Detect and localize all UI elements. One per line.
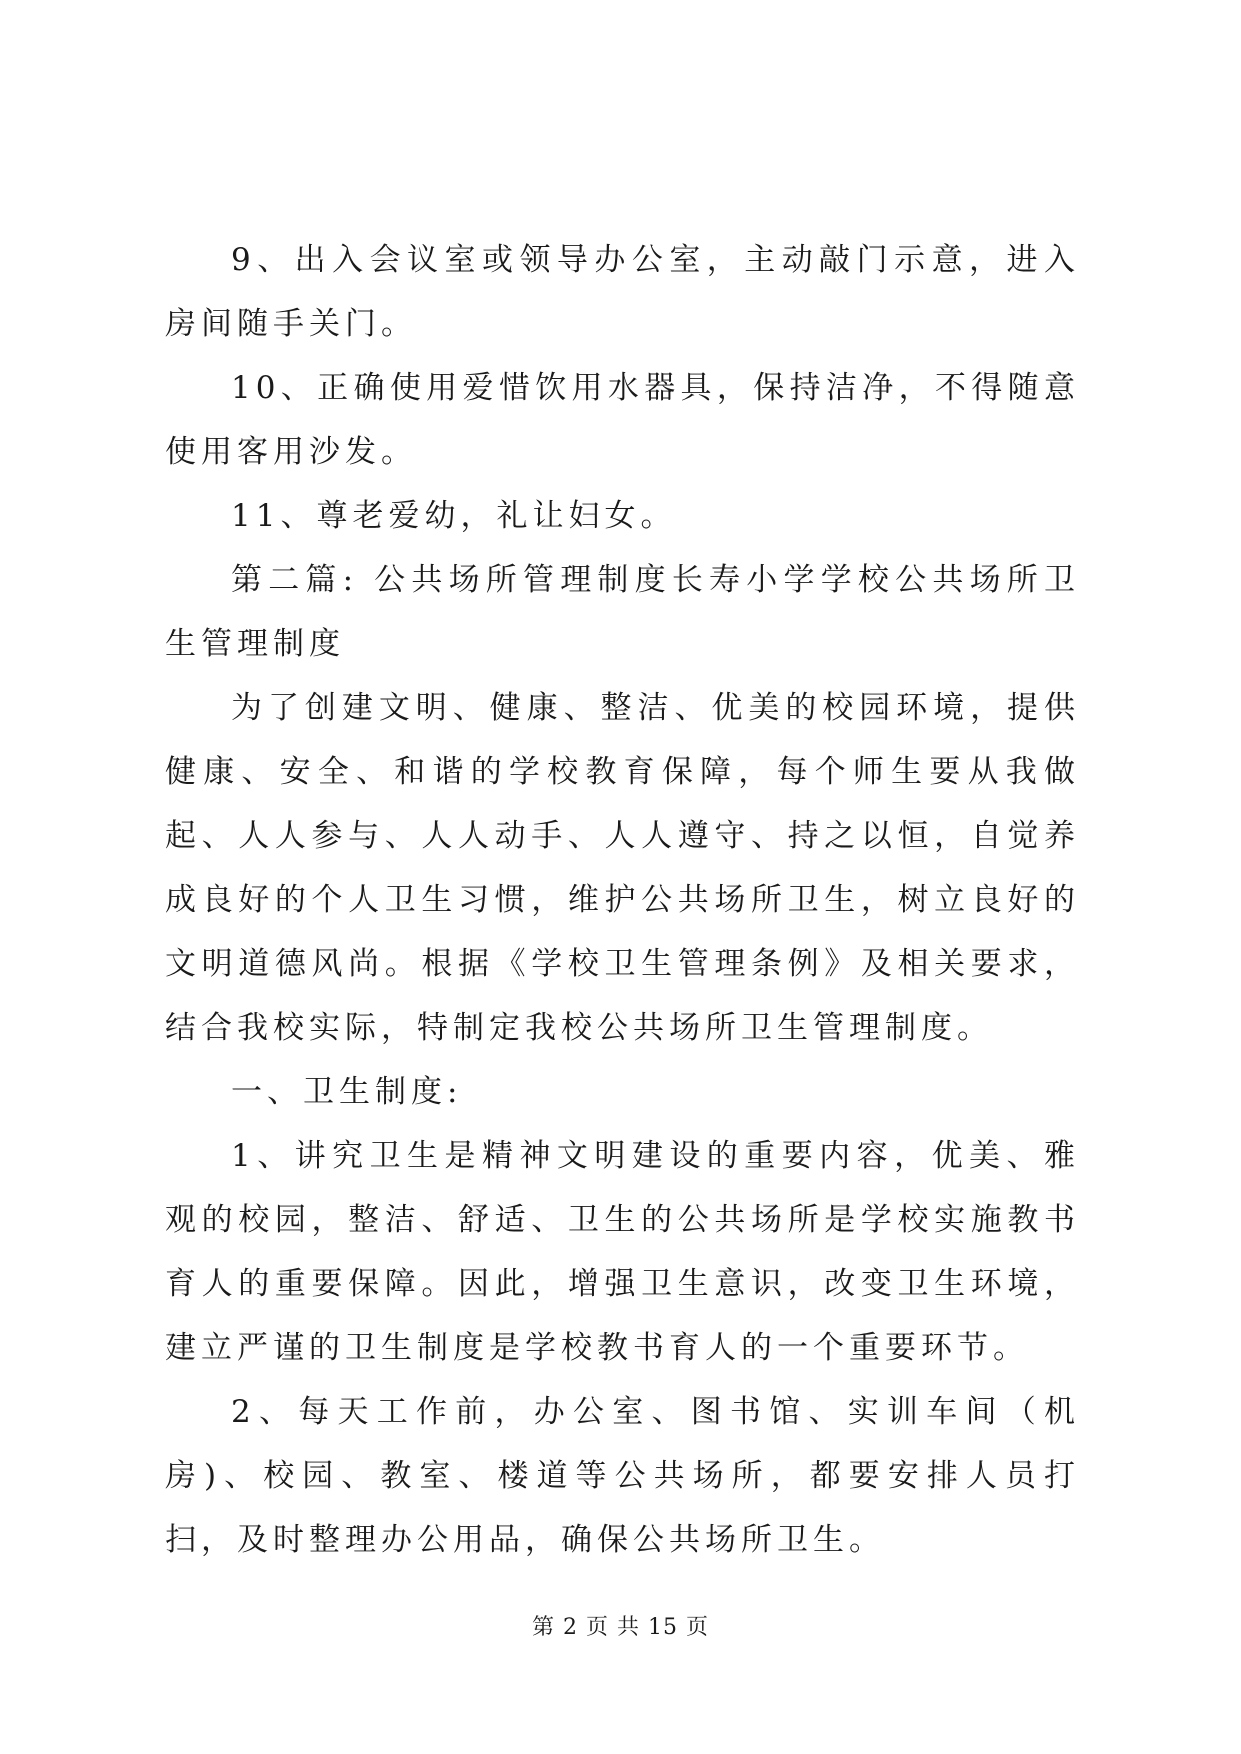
rule-item-1: 1、讲究卫生是精神文明建设的重要内容，优美、雅观的校园，整洁、舒适、卫生的公共场所是学校实施教书育人的重要保障。因此，增强卫生意识，改变卫生环境，建立严谨的卫生制度是学校教书育人的一个重要环节。 [165,1138,1080,1366]
paragraph-item-11: 11、尊老爱幼，礼让妇女。 [231,498,677,534]
section-heading-hygiene-rules: 一、卫生制度: [231,1074,463,1110]
paragraph-item-9: 9、出入会议室或领导办公室，主动敲门示意，进入房间随手关门。 [165,242,1080,342]
intro-paragraph: 为了创建文明、健康、整洁、优美的校园环境，提供健康、安全、和谐的学校教育保障，每个师生要从我做起、人人参与、人人动手、人人遵守、持之以恒，自觉养成良好的个人卫生习惯，维护公共场所卫生，树立良好的文明道德风尚。根据《学校卫生管理条例》及相关要求，结合我校实际，特制定我校公共场所卫生管理制度。 [165,690,1080,1046]
paragraph-item-10: 10、正确使用爱惜饮用水器具，保持洁净，不得随意使用客用沙发。 [165,370,1080,470]
document-body [165,228,1080,1572]
rule-item-2: 2、每天工作前，办公室、图书馆、实训车间（机房)、校园、教室、楼道等公共场所，都要安排人员打扫，及时整理办公用品，确保公共场所卫生。 [165,1394,1080,1558]
section-title-part-two: 第二篇: 公共场所管理制度长寿小学学校公共场所卫生管理制度 [165,562,1080,662]
page-number-footer: 第 2 页 共 15 页 [532,1615,709,1640]
